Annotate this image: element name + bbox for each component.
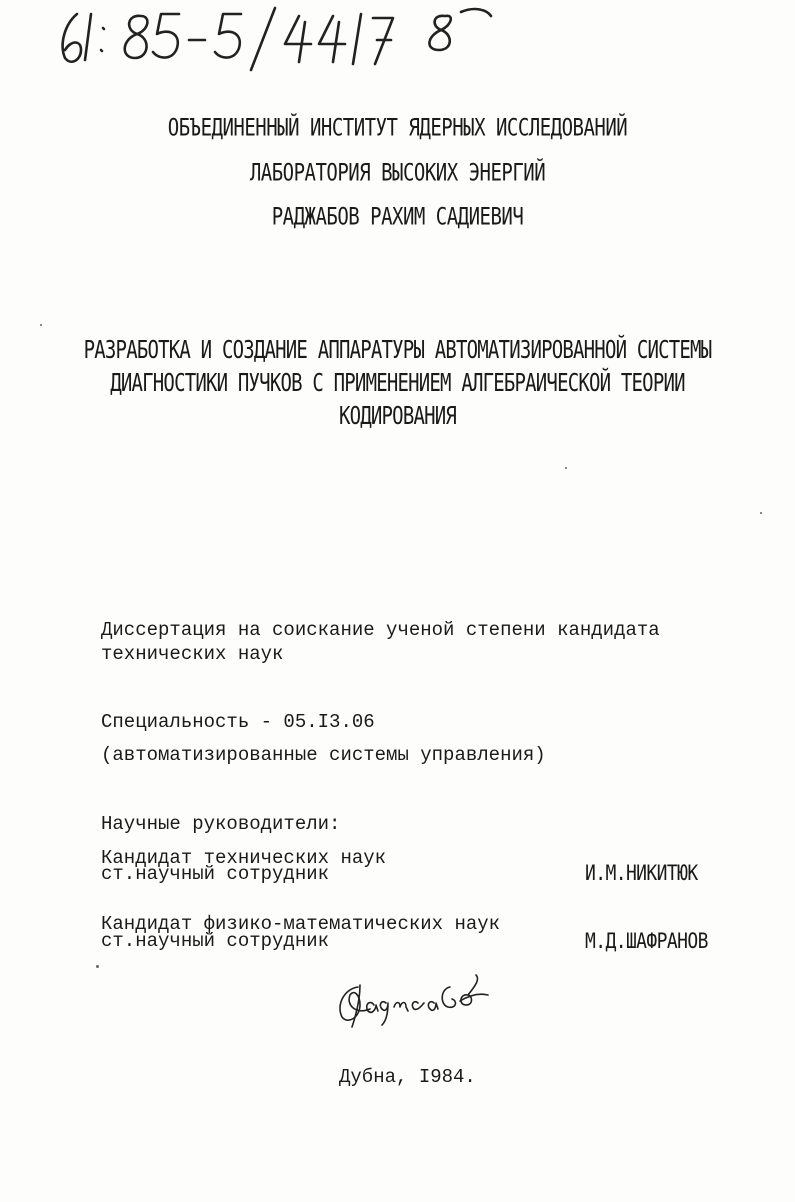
laboratory-name: ЛАБОРАТОРИЯ ВЫСОКИХ ЭНЕРГИЙ	[249, 159, 546, 187]
scan-speck	[96, 965, 99, 968]
advisors-heading: Научные руководители:	[101, 813, 341, 835]
specialty-code: Специальность - 05.I3.06	[101, 711, 375, 733]
specialty-description: (автоматизированные системы управления)	[101, 744, 546, 766]
scan-speck	[565, 467, 567, 469]
thesis-title-line-1: РАЗРАБОТКА И СОЗДАНИЕ АППАРАТУРЫ АВТОМАТИЗИРОВАННОЙ СИСТЕМЫ	[83, 336, 712, 365]
place-and-year: Дубна, I984.	[339, 1066, 476, 1088]
degree-line-2: технических наук	[101, 643, 284, 665]
archive-number-stamp	[55, 0, 495, 80]
scan-speck	[40, 324, 42, 326]
advisor-2-name: М.Д.ШАФРАНОВ	[585, 929, 708, 955]
advisor-1-position: ст.научный сотрудник	[101, 863, 330, 885]
advisor-1-degree: Кандидат технических наук	[101, 847, 387, 869]
advisor-1-name: И.М.НИКИТЮК	[585, 861, 698, 887]
signature-graphic	[330, 965, 500, 1035]
thesis-title-line-2: ДИАГНОСТИКИ ПУЧКОВ С ПРИМЕНЕНИЕМ АЛГЕБРАИЧЕСКОЙ ТЕОРИИ	[110, 369, 685, 398]
institute-name: ОБЪЕДИНЕННЫЙ ИНСТИТУТ ЯДЕРНЫХ ИССЛЕДОВАНИЙ	[167, 114, 628, 142]
advisor-2-position: ст.научный сотрудник	[101, 930, 330, 952]
scan-speck	[760, 512, 762, 514]
advisor-2-degree: Кандидат физико-математических наук	[101, 913, 501, 935]
author-signature	[330, 965, 500, 1035]
thesis-title-line-3: КОДИРОВАНИЯ	[338, 402, 457, 431]
author-name: РАДЖАБОВ РАХИМ САДИЕВИЧ	[271, 203, 524, 231]
degree-line-1: Диссертация на соискание ученой степени кандидата	[101, 619, 660, 641]
handwritten-stamp-graphic	[55, 0, 495, 80]
